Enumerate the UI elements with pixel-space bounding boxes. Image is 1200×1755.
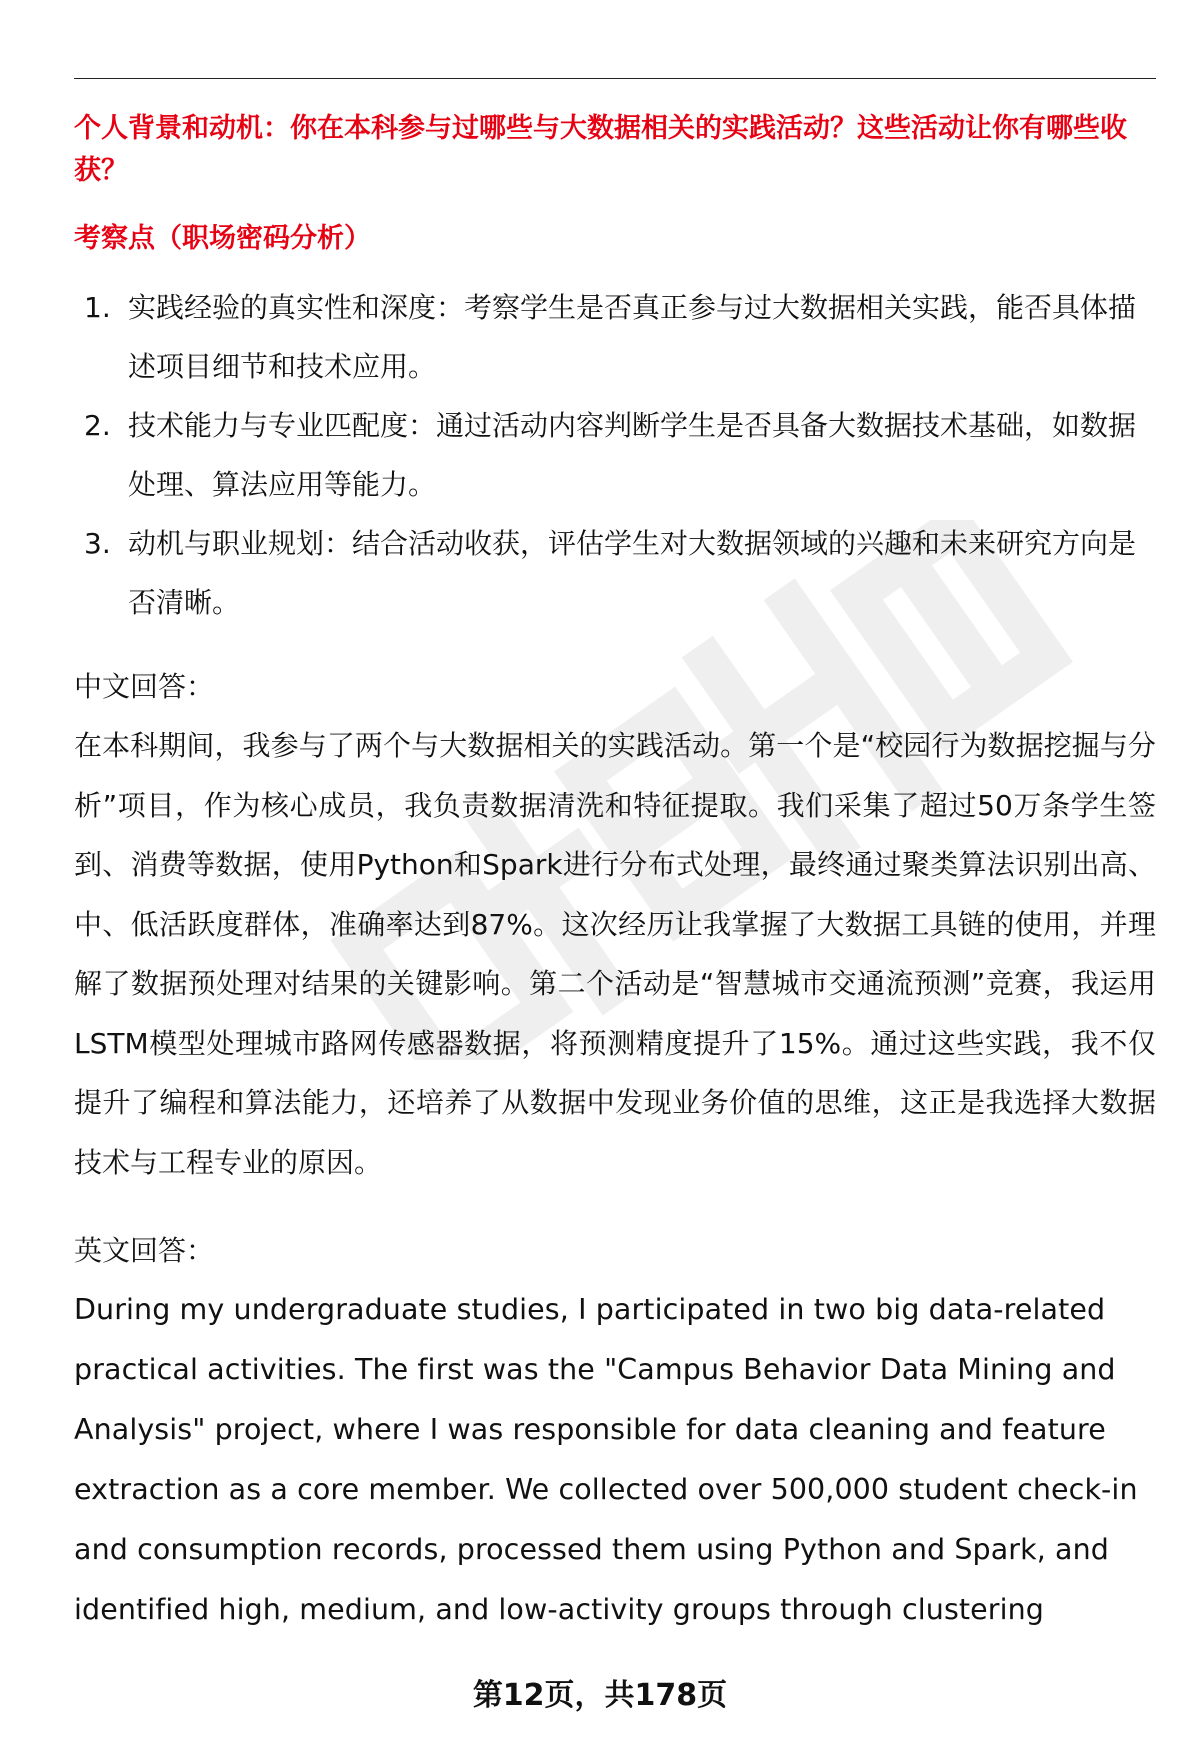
assessment-list: [74, 278, 1156, 632]
list-item: [74, 278, 1156, 396]
list-item-text: 动机与职业规划：结合活动收获，评估学生对大数据领域的兴趣和未来研究方向是否清晰。: [128, 527, 1137, 619]
list-item-number: 1.: [84, 291, 111, 324]
assessment-title: 考察点（职场密码分析）: [74, 223, 371, 254]
page-number-footer: 第12页，共178页: [472, 1678, 728, 1713]
list-item-number: 2.: [84, 409, 111, 442]
list-item-text: 技术能力与专业匹配度：通过活动内容判断学生是否具备大数据技术基础，如数据处理、算法应用等能力。: [128, 409, 1137, 501]
list-item: [74, 514, 1156, 632]
chinese-answer-text: 在本科期间，我参与了两个与大数据相关的实践活动。第一个是“校园行为数据挖掘与分析”项目，作为核心成员，我负责数据清洗和特征提取。我们采集了超过50万条学生签到、消费等数据，使用Python和Spark进行分布式处理，最终通过聚类算法识别出高、中、低活跃度群体，准确率达到87%。这次经历让我掌握了大数据工具链的使用，并理解了数据预处理对结果的关键影响。第二个活动是“智慧城市交通流预测”竞赛，我运用LSTM模型处理城市路网传感器数据，将预测精度提升了15%。通过这些实践，我不仅提升了编程和算法能力，还培养了从数据中发现业务价值的思维，这正是我选择大数据技术与工程专业的原因。: [74, 729, 1156, 1179]
chinese-answer-label: 中文回答：: [74, 670, 215, 703]
list-item-text: 实践经验的真实性和深度：考察学生是否真正参与过大数据相关实践，能否具体描述项目细节和技术应用。: [128, 291, 1137, 383]
list-item: [74, 396, 1156, 514]
question-heading: 个人背景和动机：你在本科参与过哪些与大数据相关的实践活动？这些活动让你有哪些收获？: [74, 113, 1127, 186]
english-answer-text: During my undergraduate studies, I participated in two big data-related practical activities. The first was the "Campus Behavior Data Mining and Analysis" project, where I was responsible for data cleaning and feature extraction as a core member. We collected over 500,000 student check-in and consumption records, processed them using Python and Spark, and identified high, medium, and low-activity groups through clustering: [74, 1293, 1138, 1626]
list-item-number: 3.: [84, 527, 111, 560]
english-answer-label: 英文回答：: [74, 1234, 215, 1267]
header-rule: [74, 78, 1156, 79]
document-content: [74, 108, 1156, 1640]
